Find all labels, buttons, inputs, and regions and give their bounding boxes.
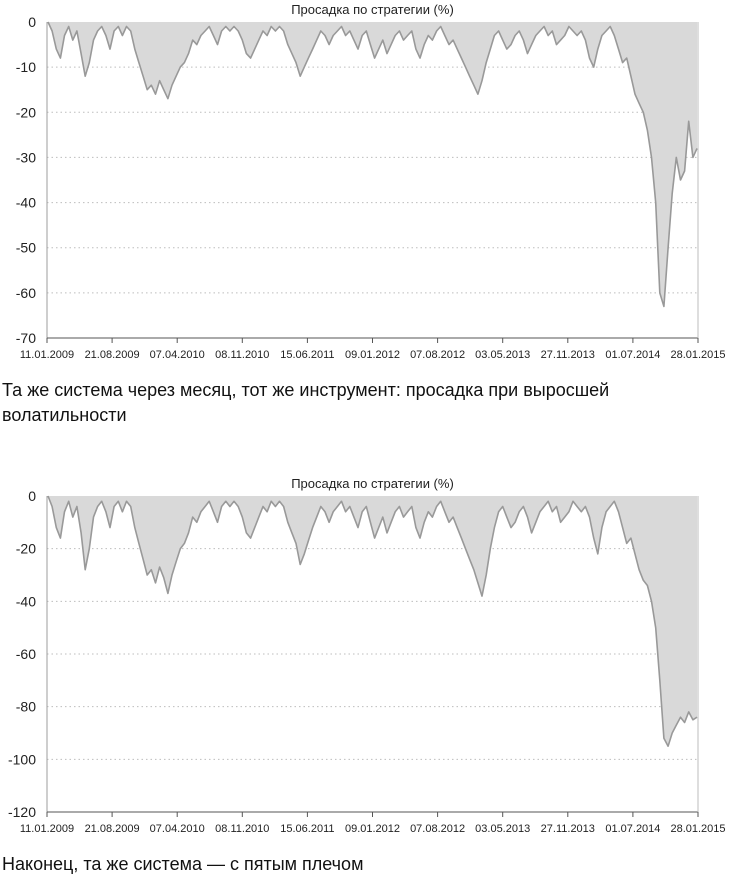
chart2-y-tick-label: -20	[15, 540, 36, 557]
chart2-y-tick-label: 0	[28, 488, 36, 504]
chart2-y-tick-label: -60	[15, 646, 36, 662]
chart1-x-tick-label: 11.01.2009	[19, 349, 75, 361]
chart1-x-tick-label: 08.11.2010	[215, 349, 270, 361]
chart1-y-tick-label: -10	[15, 59, 36, 76]
chart2-y-tick-label: -100	[7, 751, 36, 768]
caption-2: Наконец, та же система — с пятым плечом	[2, 854, 364, 874]
chart1-y-tick-label: -20	[15, 104, 36, 121]
chart2-x-tick-label: 11.01.2009	[19, 823, 75, 835]
chart2-drawdown-area	[48, 496, 697, 746]
chart1-x-tick-label: 21.08.2009	[84, 349, 140, 361]
chart1-y-tick-label: -40	[15, 194, 36, 211]
chart1-y-tick-label: -50	[15, 239, 36, 256]
chart2-y-tick-label: -80	[15, 698, 36, 715]
chart1-y-tick-label: -30	[15, 149, 36, 166]
chart1-x-tick-label: 01.07.2014	[605, 349, 661, 361]
drawdown-chart-1-svg	[0, 0, 730, 366]
chart2-y-tick-label: -120	[7, 804, 36, 820]
chart2-x-tick-label: 28.01.2015	[670, 823, 726, 835]
chart1-x-tick-label: 07.04.2010	[149, 349, 205, 361]
chart1-title: Просадка по стратегии (%)	[291, 2, 454, 17]
chart2-title: Просадка по стратегии (%)	[291, 476, 454, 491]
chart2-x-tick-label: 01.07.2014	[605, 823, 661, 835]
chart1-x-tick-label: 15.06.2011	[280, 349, 335, 361]
chart2-x-tick-label: 08.11.2010	[215, 823, 270, 835]
chart1-y-tick-label: -60	[15, 284, 36, 301]
chart2-x-tick-label: 21.08.2009	[84, 823, 140, 835]
chart1-x-tick-label: 09.01.2012	[344, 349, 401, 361]
drawdown-chart-2-svg	[0, 474, 730, 840]
chart2-x-tick-label: 07.04.2010	[149, 823, 205, 835]
chart2-x-tick-label: 03.05.2013	[475, 823, 531, 835]
caption-1: Та же система через месяц, тот же инструмент: просадка при выросшей волатильности	[2, 380, 610, 425]
chart2-y-tick-label: -40	[15, 593, 36, 610]
chart2-x-tick-label: 09.01.2012	[344, 823, 401, 835]
chart1-x-tick-label: 03.05.2013	[475, 349, 531, 361]
chart1-drawdown-area	[48, 22, 697, 306]
chart2-x-tick-label: 15.06.2011	[280, 823, 335, 835]
drawdown-chart-1	[0, 0, 730, 366]
chart2-x-tick-label: 07.08.2012	[410, 823, 466, 835]
chart1-y-tick-label: -70	[15, 330, 36, 346]
chart1-x-tick-label: 28.01.2015	[670, 349, 726, 361]
chart1-y-tick-label: 0	[28, 14, 36, 30]
drawdown-chart-2	[0, 474, 730, 840]
chart1-x-tick-label: 27.11.2013	[540, 349, 595, 361]
chart1-x-tick-label: 07.08.2012	[410, 349, 466, 361]
chart2-x-tick-label: 27.11.2013	[540, 823, 595, 835]
